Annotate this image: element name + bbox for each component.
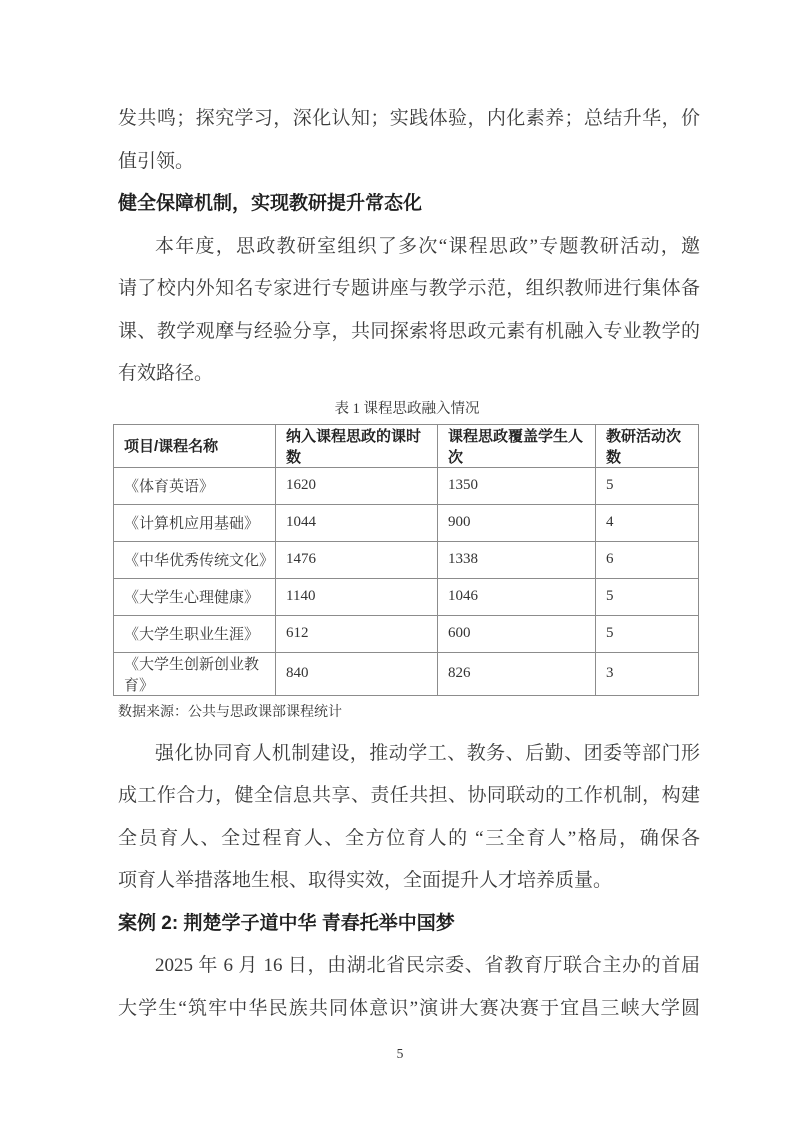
table-cell: 5	[596, 467, 699, 504]
table-caption: 表 1 课程思政融入情况	[334, 400, 480, 417]
table-row	[114, 504, 699, 541]
table-cell: 6	[596, 541, 699, 578]
table-cell: 5	[596, 578, 699, 615]
table-row	[114, 541, 699, 578]
table-cell: 《大学生职业生涯》	[114, 615, 276, 652]
table-cell: 1046	[438, 578, 596, 615]
table-cell: 5	[596, 615, 699, 652]
text-line: 发共鸣；探究学习，深化认知；实践体验，内化素养；总结升华，价	[118, 108, 700, 129]
table-cell: 《大学生创新创业教育》	[114, 652, 276, 695]
table-kecheng-sizheng	[113, 424, 699, 696]
text-line: 本年度，思政教研室组织了多次“课程思政”专题教研活动，邀	[155, 235, 700, 257]
table-cell: 4	[596, 504, 699, 541]
table-cell: 1476	[276, 541, 438, 578]
page-number: 5	[396, 1046, 404, 1061]
table-header-cell-coverage: 课程思政覆盖学生人次	[438, 424, 596, 467]
table-cell: 《计算机应用基础》	[114, 504, 276, 541]
paragraph-jiaoyan	[118, 226, 700, 396]
table-cell: 612	[276, 615, 438, 652]
table-row	[114, 578, 699, 615]
table-cell: 1350	[438, 467, 596, 504]
table-row	[114, 467, 699, 504]
text-line: 强化协同育人机制建设，推动学工、教务、后勤、团委等部门形	[155, 742, 700, 764]
table-header-cell-activities: 教研活动次数	[596, 424, 699, 467]
paragraph-continuation	[118, 98, 700, 183]
table-cell: 1140	[276, 578, 438, 615]
table-row	[114, 652, 699, 695]
table-cell: 1338	[438, 541, 596, 578]
page-content	[118, 98, 700, 1030]
table-cell: 900	[438, 504, 596, 541]
table-source-note: 数据来源：公共与思政课部课程统计	[118, 704, 342, 720]
table-cell: 600	[438, 615, 596, 652]
table-cell: 《中华优秀传统文化》	[114, 541, 276, 578]
table-row	[114, 615, 699, 652]
text-line: 大学生“筑牢中华民族共同体意识”演讲大赛决赛于宜昌三峡大学圆	[118, 997, 700, 1019]
table-cell: 1044	[276, 504, 438, 541]
table-cell: 826	[438, 652, 596, 695]
text-line: 课、教学观摩与经验分享，共同探索将思政元素有机融入专业教学的	[118, 320, 700, 342]
paragraph-xietong	[118, 733, 700, 903]
text-line: 项育人举措落地生根、取得实效，全面提升人才培养质量。	[118, 870, 613, 891]
text-line: 全员育人、全过程育人、全方位育人的 “三全育人”格局，确保各	[118, 827, 700, 849]
text-line: 请了校内外知名专家进行专题讲座与教学示范，组织教师进行集体备	[118, 278, 700, 299]
table-cell: 《大学生心理健康》	[114, 578, 276, 615]
table-cell: 840	[276, 652, 438, 695]
table-header-row	[114, 424, 699, 467]
section-heading-baozhang: 健全保障机制，实现教研提升常态化	[118, 193, 423, 214]
table-cell: 《体育英语》	[114, 467, 276, 504]
table-cell: 3	[596, 652, 699, 695]
paragraph-yanjiang	[118, 945, 700, 1030]
text-line: 有效路径。	[118, 363, 214, 384]
text-line: 值引领。	[118, 150, 195, 172]
table-header-cell-name: 项目/课程名称	[114, 424, 276, 467]
text-line: 2025 年 6 月 16 日，由湖北省民宗委、省教育厅联合主办的首届	[155, 955, 700, 976]
text-line: 成工作合力，健全信息共享、责任共担、协同联动的工作机制，构建	[118, 785, 700, 806]
table-header-cell-hours: 纳入课程思政的课时数	[276, 424, 438, 467]
section-heading-anli2: 案例 2: 荆楚学子道中华 青春托举中国梦	[118, 912, 455, 934]
table-cell: 1620	[276, 467, 438, 504]
